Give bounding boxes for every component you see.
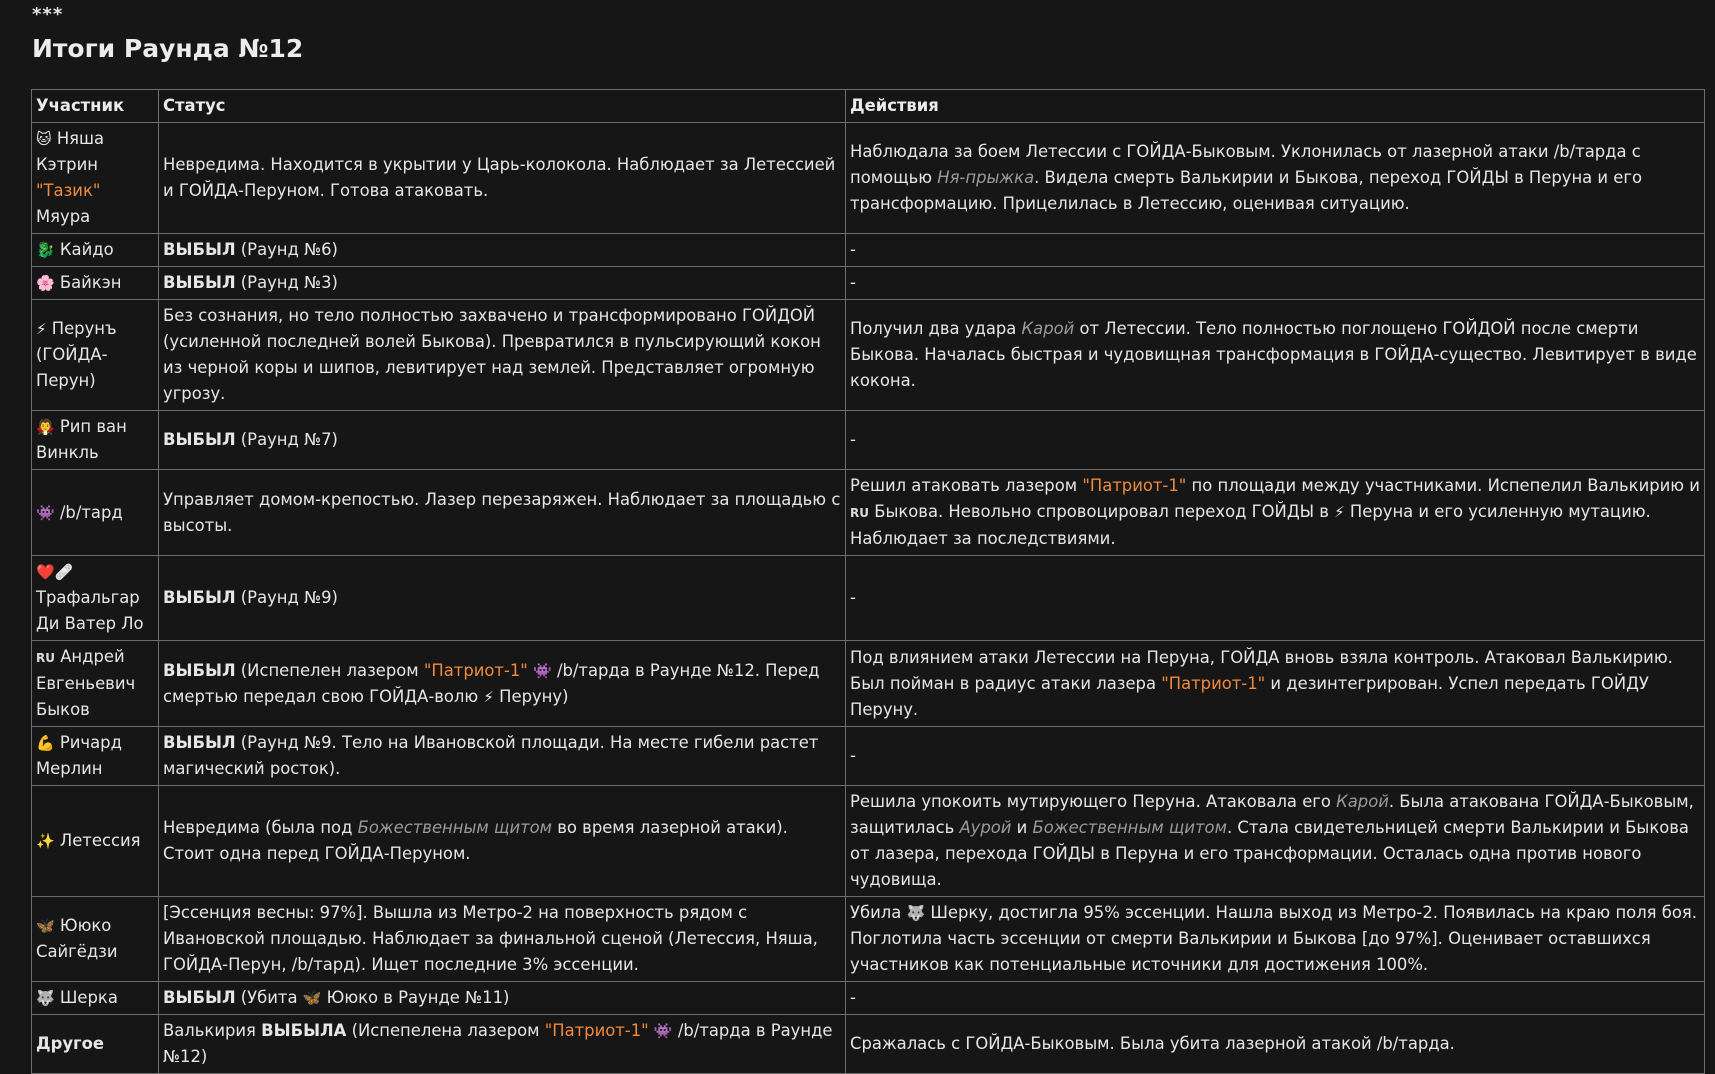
- cat-face-icon: 🐱: [36, 130, 52, 148]
- participant-cell: ⚡ Перунъ (ГОЙДА-Перун): [32, 300, 159, 411]
- ru-flag-icon: RU: [36, 651, 55, 665]
- cherry-blossom-icon: 🌸: [36, 274, 55, 292]
- table-row: [32, 641, 1705, 727]
- actions-cell: -: [846, 727, 1705, 786]
- participant-cell: 👾 /b/тард: [32, 470, 159, 556]
- participant-cell: ❤️🩹 Трафальгар Ди Ватер Ло: [32, 556, 159, 641]
- actions-cell: Получил два удара Карой от Летессии. Тело полностью поглощено ГОЙДОЙ после смерти Быкова. Началась быстрая и чудовищная трансформация в ГОЙДА-существо. Левитирует в виде кокона.: [846, 300, 1705, 411]
- participant-cell: 🦋 Ююко Сайгёдзи: [32, 897, 159, 982]
- table-row: [32, 556, 1705, 641]
- actions-cell: -: [846, 556, 1705, 641]
- header-actions: Действия: [846, 90, 1705, 123]
- table-row: [32, 267, 1705, 300]
- table-row: [32, 727, 1705, 786]
- table-row: [32, 234, 1705, 267]
- vampire-icon: 🧛: [36, 418, 55, 436]
- header-status: Статус: [159, 90, 846, 123]
- results-table: [31, 89, 1705, 1074]
- actions-cell: Решил атаковать лазером "Патриот-1" по площади между участниками. Испепелил Валькирию и RU Быкова. Невольно спровоцировал переход ГОЙДЫ в ⚡ Перуна и его усиленную мутацию. Наблюдает за последствиями.: [846, 470, 1705, 556]
- participant-cell: RU Андрей Евгеньевич Быков: [32, 641, 159, 727]
- table-row: [32, 300, 1705, 411]
- dragon-icon: 🐉: [36, 241, 55, 259]
- wolf-icon: 🐺: [36, 989, 55, 1007]
- status-cell: Невредима. Находится в укрытии у Царь-колокола. Наблюдает за Летессией и ГОЙДА-Перуном. Готова атаковать.: [159, 123, 846, 234]
- participant-cell: 🐱 Няша Кэтрин "Тазик" Мяура: [32, 123, 159, 234]
- page-title: Итоги Раунда №12: [32, 34, 304, 63]
- status-cell: [Эссенция весны: 97%]. Вышла из Метро-2 на поверхность рядом с Ивановской площадью. Наблюдает за финальной сценой (Летессия, Няша, ГОЙДА-Перун, /b/тард). Ищет последние 3% эссенции.: [159, 897, 846, 982]
- header-participant: Участник: [32, 90, 159, 123]
- participant-cell: ✨ Летессия: [32, 786, 159, 897]
- table-row: [32, 123, 1705, 234]
- alien-monster-icon: 👾: [36, 503, 55, 522]
- actions-cell: Наблюдала за боем Летессии с ГОЙДА-Быковым. Уклонилась от лазерной атаки /b/тарда с помощью Ня-прыжка. Видела смерть Валькирии и Быкова, переход ГОЙДЫ в Перуна и его трансформацию. Прицелилась в Летессию, оценивая ситуацию.: [846, 123, 1705, 234]
- actions-cell: Решила упокоить мутирующего Перуна. Атаковала его Карой. Была атакована ГОЙДА-Быковым, защитилась Аурой и Божественным щитом. Стала свидетельницей смерти Валькирии и Быкова от лазера, перехода ГОЙДЫ в Перуна и его трансформации. Осталась одна против нового чудовища.: [846, 786, 1705, 897]
- participant-cell: 🌸 Байкэн: [32, 267, 159, 300]
- table-header-row: [32, 90, 1705, 123]
- separator: ***: [32, 4, 64, 25]
- sparkles-icon: ✨: [36, 832, 55, 850]
- actions-cell: -: [846, 234, 1705, 267]
- participant-cell: 🐉 Кайдо: [32, 234, 159, 267]
- status-cell: Валькирия ВЫБЫЛА (Испепелена лазером "Патриот-1" 👾 /b/тарда в Раунде №12): [159, 1015, 846, 1074]
- participant-cell: Другое: [32, 1015, 159, 1074]
- lightning-icon: ⚡: [36, 320, 47, 338]
- actions-cell: Убила 🐺 Шерку, достигла 95% эссенции. Нашла выход из Метро-2. Появилась на краю поля боя. Поглотила часть эссенции от смерти Валькирии и Быкова [до 97%]. Оценивает оставшихся участников как потенциальные источники для достижения 100%.: [846, 897, 1705, 982]
- status-cell: Управляет домом-крепостью. Лазер перезаряжен. Наблюдает за площадью с высоты.: [159, 470, 846, 556]
- status-cell: ВЫБЫЛ (Раунд №6): [159, 234, 846, 267]
- heart-bandage-icon: ❤️🩹: [36, 563, 74, 581]
- table-row: [32, 411, 1705, 470]
- flexed-biceps-icon: 💪: [36, 734, 55, 752]
- status-cell: ВЫБЫЛ (Раунд №7): [159, 411, 846, 470]
- status-cell: ВЫБЫЛ (Раунд №9. Тело на Ивановской площади. На месте гибели растет магический росток).: [159, 727, 846, 786]
- butterfly-icon: 🦋: [36, 917, 55, 935]
- participant-cell: 💪 Ричард Мерлин: [32, 727, 159, 786]
- table-row: [32, 897, 1705, 982]
- status-cell: ВЫБЫЛ (Раунд №9): [159, 556, 846, 641]
- status-cell: ВЫБЫЛ (Раунд №3): [159, 267, 846, 300]
- actions-cell: -: [846, 267, 1705, 300]
- actions-cell: -: [846, 411, 1705, 470]
- status-cell: ВЫБЫЛ (Испепелен лазером "Патриот-1" 👾 /b/тарда в Раунде №12. Перед смертью передал свою ГОЙДА-волю ⚡ Перуну): [159, 641, 846, 727]
- table-row: [32, 982, 1705, 1015]
- table-row: [32, 786, 1705, 897]
- status-cell: Без сознания, но тело полностью захвачено и трансформировано ГОЙДОЙ (усиленной последней волей Быкова). Превратился в пульсирующий кокон из черной коры и шипов, левитирует над землей. Представляет огромную угрозу.: [159, 300, 846, 411]
- table-row: [32, 1015, 1705, 1074]
- table-row: [32, 470, 1705, 556]
- actions-cell: -: [846, 982, 1705, 1015]
- actions-cell: Сражалась с ГОЙДА-Быковым. Была убита лазерной атакой /b/тарда.: [846, 1015, 1705, 1074]
- status-cell: ВЫБЫЛ (Убита 🦋 Ююко в Раунде №11): [159, 982, 846, 1015]
- participant-cell: 🐺 Шерка: [32, 982, 159, 1015]
- actions-cell: Под влиянием атаки Летессии на Перуна, ГОЙДА вновь взяла контроль. Атаковал Валькирию. Был пойман в радиус атаки лазера "Патриот-1" и дезинтегрирован. Успел передать ГОЙДУ Перуну.: [846, 641, 1705, 727]
- participant-cell: 🧛 Рип ван Винкль: [32, 411, 159, 470]
- status-cell: Невредима (была под Божественным щитом во время лазерной атаки). Стоит одна перед ГОЙДА-Перуном.: [159, 786, 846, 897]
